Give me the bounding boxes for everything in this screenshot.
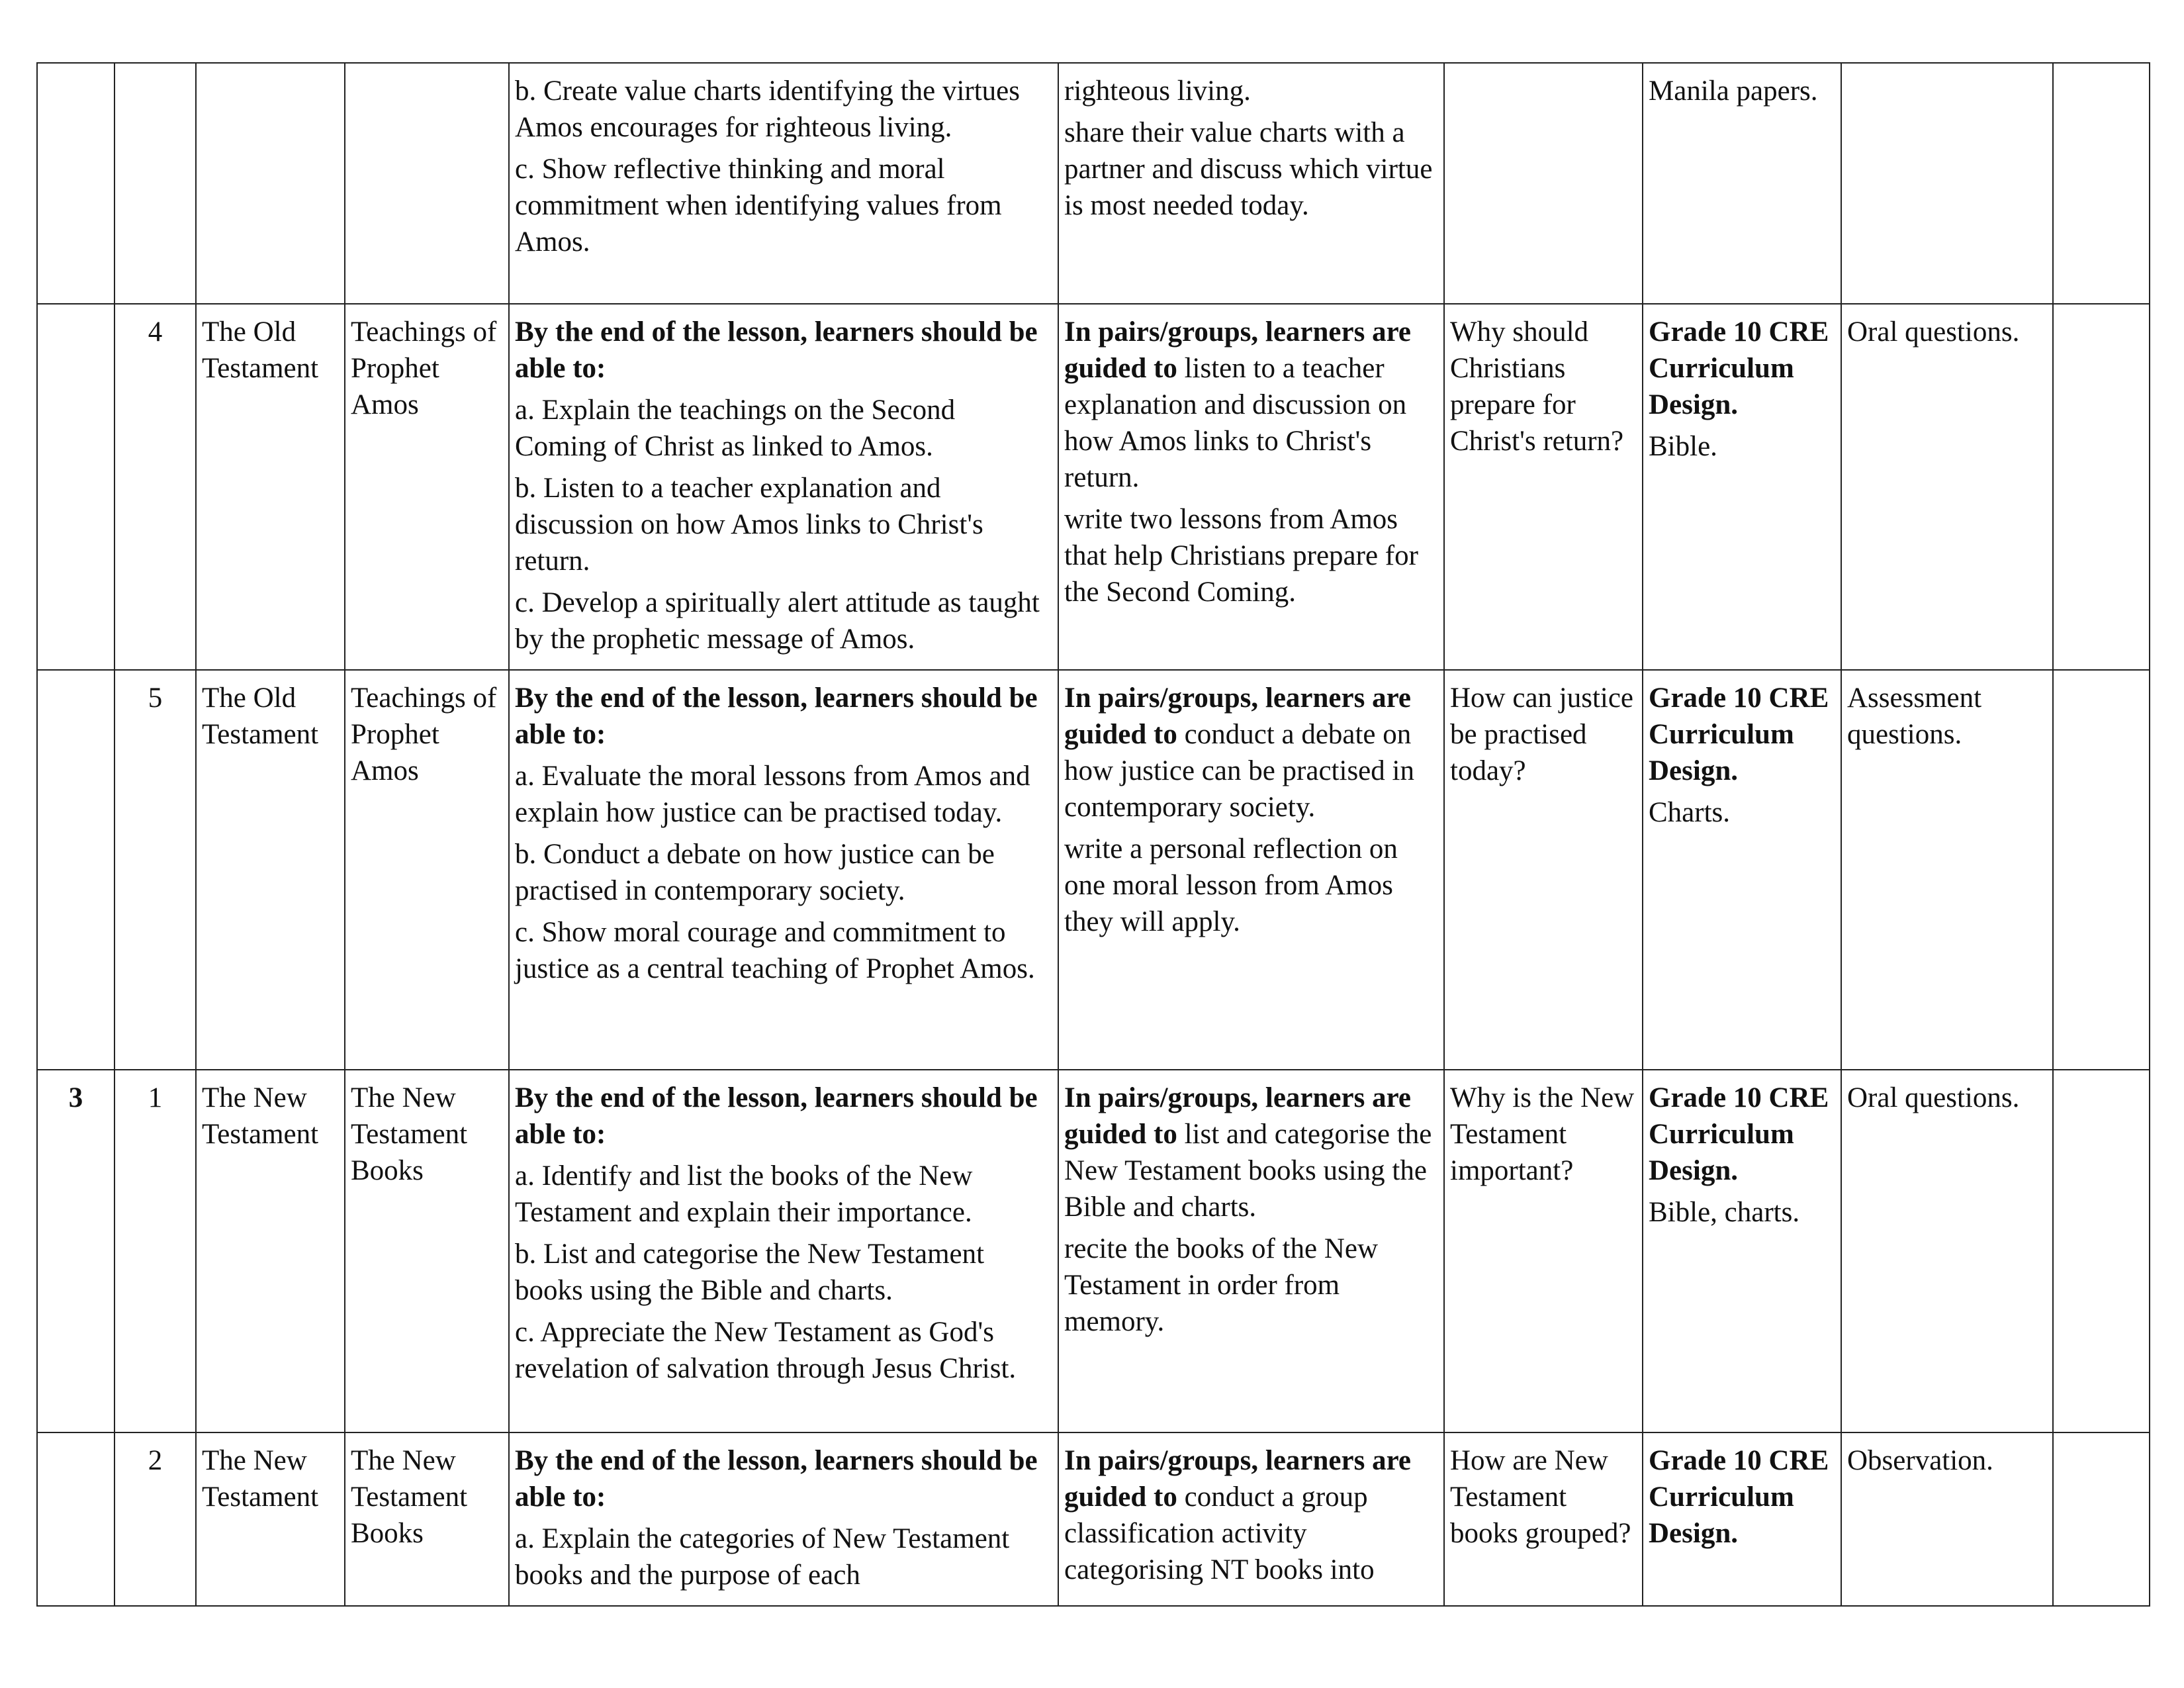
strand-cell: The Old Testament [196,670,345,1070]
experience-lead-text: conduct a group classification activity categorising NT books into [1064,1481,1375,1585]
strand-cell: The Old Testament [196,304,345,670]
table-body [37,63,2150,1606]
resources-title: Grade 10 CRE Curriculum Design. [1649,316,1829,420]
resources-items: Bible, charts. [1649,1197,1800,1228]
resources-title: Grade 10 CRE Curriculum Design. [1649,682,1829,786]
key-inquiry-cell [1444,63,1643,304]
outcomes-intro: By the end of the lesson, learners should be able to: [515,1082,1038,1150]
outcome-item: b. Listen to a teacher explanation and discussion on how Amos links to Christ's return. [515,473,983,577]
learning-experiences-cell [1058,304,1444,670]
experience-lead-text: righteous living. [1064,75,1251,107]
experience-lead-bold: In pairs/groups, learners are guided to [1064,1082,1411,1150]
key-inquiry-cell: Why should Christians prepare for Christ's return? [1444,304,1643,670]
table-row [37,1070,2150,1432]
week-cell [37,304,114,670]
key-inquiry-cell: Why is the New Testament important? [1444,1070,1643,1432]
resources-cell [1643,1070,1841,1432]
experience-item: write a personal reflection on one moral lesson from Amos they will apply. [1064,833,1398,937]
resources-cell [1643,304,1841,670]
learning-outcomes-cell [509,670,1058,1070]
learning-experiences-cell [1058,670,1444,1070]
experience-lead-bold: In pairs/groups, learners are guided to [1064,1445,1411,1513]
week-cell [37,1432,114,1606]
reflection-cell [2053,1070,2150,1432]
outcome-item: c. Show reflective thinking and moral commitment when identifying values from Amos. [515,154,1002,258]
experience-lead [1064,1080,1438,1225]
resources-cell [1643,63,1841,304]
scheme-of-work-table [36,62,2150,1607]
experience-lead [1064,73,1438,109]
sub-strand-cell: Teachings of Prophet Amos [345,304,509,670]
resources-items: Manila papers. [1649,75,1818,107]
reflection-cell [2053,63,2150,304]
outcomes-intro: By the end of the lesson, learners should be able to: [515,682,1038,750]
learning-outcomes-cell [509,63,1058,304]
outcome-item: a. Explain the teachings on the Second Coming of Christ as linked to Amos. [515,395,956,462]
table-row [37,63,2150,304]
experience-lead [1064,1442,1438,1588]
assessment-cell: Oral questions. [1841,304,2053,670]
assessment-cell: Assessment questions. [1841,670,2053,1070]
experience-lead-text: conduct a debate on how justice can be practised in contemporary society. [1064,719,1414,823]
outcome-item: c. Appreciate the New Testament as God's revelation of salvation through Jesus Christ. [515,1317,1017,1384]
assessment-cell [1841,63,2053,304]
table-row [37,304,2150,670]
key-inquiry-cell: How are New Testament books grouped? [1444,1432,1643,1606]
sub-strand-cell: The New Testament Books [345,1432,509,1606]
strand-cell: The New Testament [196,1432,345,1606]
lesson-cell: 2 [114,1432,196,1606]
outcome-item: a. Identify and list the books of the New Testament and explain their importance. [515,1160,973,1228]
resources-title: Grade 10 CRE Curriculum Design. [1649,1445,1829,1549]
table-row [37,1432,2150,1606]
experience-lead [1064,680,1438,825]
sub-strand-cell: The New Testament Books [345,1070,509,1432]
sub-strand-cell [345,63,509,304]
experience-lead-text: listen to a teacher explanation and discussion on how Amos links to Christ's return. [1064,353,1407,493]
lesson-cell: 5 [114,670,196,1070]
outcomes-intro: By the end of the lesson, learners should be able to: [515,1445,1038,1513]
learning-outcomes-cell [509,1432,1058,1606]
experience-lead [1064,314,1438,496]
experience-lead-bold: In pairs/groups, learners are guided to [1064,316,1411,384]
assessment-cell: Oral questions. [1841,1070,2053,1432]
key-inquiry-cell: How can justice be practised today? [1444,670,1643,1070]
reflection-cell [2053,304,2150,670]
outcome-item: c. Develop a spiritually alert attitude as taught by the prophetic message of Amos. [515,587,1040,655]
experience-item: recite the books of the New Testament in order from memory. [1064,1233,1379,1337]
experience-item: share their value charts with a partner and discuss which virtue is most needed today. [1064,117,1433,221]
experience-item: write two lessons from Amos that help Christians prepare for the Second Coming. [1064,504,1418,608]
experience-lead-text: list and categorise the New Testament books using the Bible and charts. [1064,1119,1432,1223]
experience-lead-bold: In pairs/groups, learners are guided to [1064,682,1411,750]
outcome-item: a. Explain the categories of New Testament books and the purpose of each [515,1523,1010,1591]
resources-cell [1643,670,1841,1070]
resources-cell [1643,1432,1841,1606]
learning-experiences-cell [1058,63,1444,304]
table-row [37,670,2150,1070]
outcome-item: b. List and categorise the New Testament books using the Bible and charts. [515,1239,985,1306]
lesson-cell [114,63,196,304]
lesson-cell: 1 [114,1070,196,1432]
reflection-cell [2053,1432,2150,1606]
resources-title: Grade 10 CRE Curriculum Design. [1649,1082,1829,1186]
learning-outcomes-cell [509,304,1058,670]
learning-outcomes-cell [509,1070,1058,1432]
assessment-cell: Observation. [1841,1432,2053,1606]
outcome-item: b. Create value charts identifying the virtues Amos encourages for righteous living. [515,75,1020,143]
resources-items: Bible. [1649,431,1717,462]
strand-cell [196,63,345,304]
week-cell [37,670,114,1070]
week-cell: 3 [37,1070,114,1432]
outcome-item: a. Evaluate the moral lessons from Amos and explain how justice can be practised today. [515,761,1030,828]
learning-experiences-cell [1058,1432,1444,1606]
strand-cell: The New Testament [196,1070,345,1432]
week-cell [37,63,114,304]
outcome-item: b. Conduct a debate on how justice can be practised in contemporary society. [515,839,995,906]
outcomes-intro: By the end of the lesson, learners should be able to: [515,316,1038,384]
outcome-item: c. Show moral courage and commitment to justice as a central teaching of Prophet Amos. [515,917,1035,984]
reflection-cell [2053,670,2150,1070]
learning-experiences-cell [1058,1070,1444,1432]
resources-items: Charts. [1649,797,1731,828]
lesson-cell: 4 [114,304,196,670]
sub-strand-cell: Teachings of Prophet Amos [345,670,509,1070]
